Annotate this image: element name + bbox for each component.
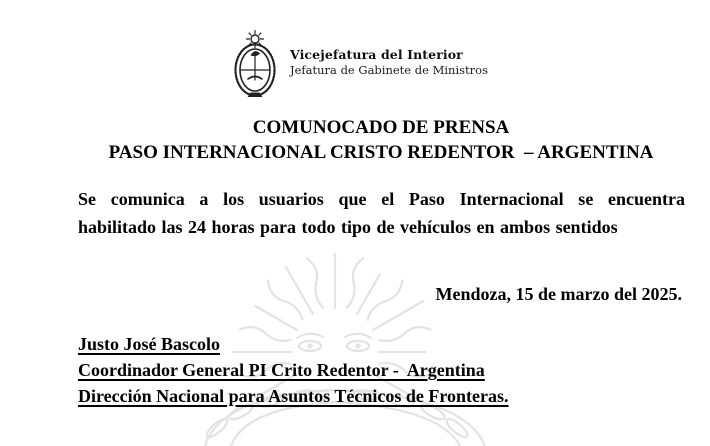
org-name: Vicejefatura del Interior	[290, 47, 463, 62]
signature-office: Dirección Nacional para Asuntos Técnicos de Fronteras.	[78, 386, 509, 406]
signature-name: Justo José Bascolo	[78, 334, 221, 354]
argentina-coat-of-arms-icon	[228, 30, 282, 98]
org-parent: Jefatura de Gabinete de Ministros	[290, 63, 488, 77]
body-line-1: Se comunica a los usuarios que el Paso Internacional se encuentra	[78, 189, 685, 209]
body-paragraph	[78, 186, 685, 241]
document-title	[78, 116, 684, 165]
signature-block	[78, 331, 509, 409]
title-line-2: PASO INTERNACIONAL CRISTO REDENTOR – ARGENTINA	[108, 141, 654, 163]
header-org-block	[290, 46, 550, 78]
body-line-2: habilitado las 24 horas para todo tipo de vehículos en ambos sentidos	[78, 216, 618, 237]
dateline: Mendoza, 15 de marzo del 2025.	[435, 284, 682, 304]
signature-role: Coordinador General PI Crito Redentor - Argentina	[78, 360, 485, 380]
title-line-1: COMUNOCADO DE PRENSA	[252, 117, 510, 138]
